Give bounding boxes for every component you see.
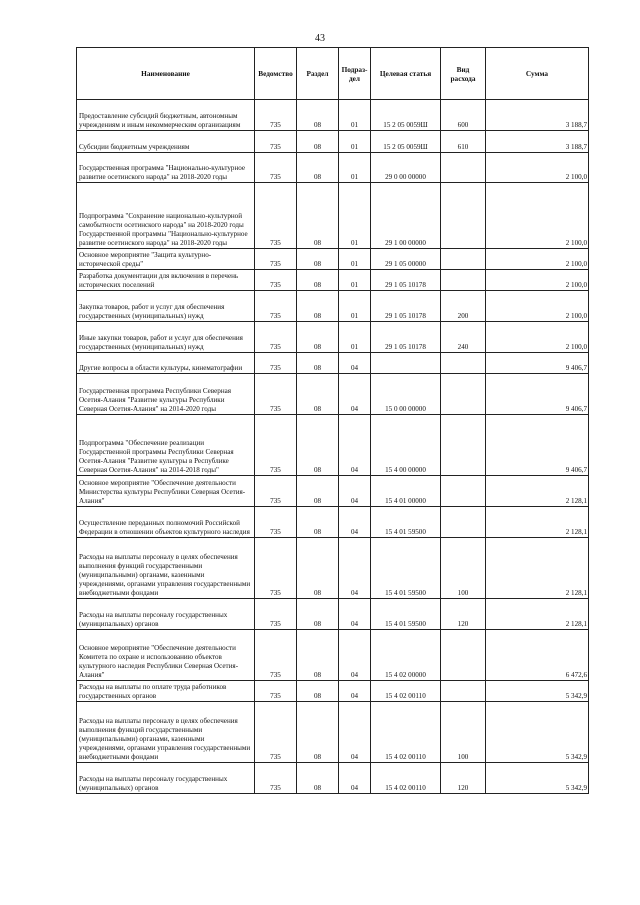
row-razdel: 08 (297, 374, 339, 415)
row-ved: 735 (255, 538, 297, 599)
row-celevaya: 15 4 01 59500 (371, 538, 441, 599)
row-vid: 600 (441, 100, 486, 131)
row-ved: 735 (255, 100, 297, 131)
row-celevaya: 29 1 05 10178 (371, 291, 441, 322)
row-name: Осуществление переданных полномочий Российской Федерации в отношении объектов культурного наследия (77, 507, 255, 538)
row-vid (441, 630, 486, 681)
row-ved: 735 (255, 476, 297, 507)
row-ved: 735 (255, 131, 297, 153)
row-podrazdel: 04 (339, 702, 371, 763)
row-podrazdel: 04 (339, 476, 371, 507)
row-ved: 735 (255, 599, 297, 630)
row-podrazdel: 01 (339, 100, 371, 131)
row-razdel: 08 (297, 153, 339, 183)
row-podrazdel: 04 (339, 415, 371, 476)
row-celevaya: 15 4 02 00110 (371, 763, 441, 794)
row-celevaya: 29 1 05 00000 (371, 249, 441, 270)
row-celevaya: 29 1 00 00000 (371, 183, 441, 249)
row-ved: 735 (255, 183, 297, 249)
table-row (77, 353, 589, 374)
row-summa: 5 342,9 (486, 763, 589, 794)
row-summa: 9 406,7 (486, 374, 589, 415)
table-row (77, 131, 589, 153)
row-summa: 9 406,7 (486, 353, 589, 374)
row-name: Расходы на выплаты по оплате труда работников государственных органов (77, 681, 255, 702)
row-name: Подпрограмма "Обеспечение реализации Государственной программы Республики Северная Осетия-Алания "Развитие культуры в Республике Северная Осетия-Алания" на 2014-2018 годы" (77, 415, 255, 476)
row-celevaya: 15 4 01 59500 (371, 599, 441, 630)
row-podrazdel: 01 (339, 291, 371, 322)
row-celevaya: 15 4 02 00110 (371, 702, 441, 763)
row-razdel: 08 (297, 702, 339, 763)
row-summa: 6 472,6 (486, 630, 589, 681)
row-vid (441, 415, 486, 476)
row-ved: 735 (255, 630, 297, 681)
row-summa: 2 100,0 (486, 183, 589, 249)
row-razdel: 08 (297, 681, 339, 702)
row-celevaya (371, 353, 441, 374)
table-row (77, 681, 589, 702)
row-ved: 735 (255, 153, 297, 183)
row-celevaya: 15 2 05 0059Ш (371, 131, 441, 153)
table-row (77, 630, 589, 681)
row-name: Основное мероприятие "Обеспечение деятельности Комитета по охране и использованию объектов культурного наследия Республики Северная Осетия-Алания" (77, 630, 255, 681)
row-vid (441, 476, 486, 507)
row-vid (441, 183, 486, 249)
row-ved: 735 (255, 702, 297, 763)
row-razdel: 08 (297, 507, 339, 538)
row-summa: 2 128,1 (486, 476, 589, 507)
row-vid (441, 681, 486, 702)
table-row (77, 291, 589, 322)
table-row (77, 763, 589, 794)
row-razdel: 08 (297, 538, 339, 599)
row-razdel: 08 (297, 476, 339, 507)
row-ved: 735 (255, 270, 297, 291)
col-header-podrazdel: Подраз- дел (339, 48, 371, 100)
row-name: Подпрограмма "Сохранение национально-культурной самобытности осетинского народа" на 2018-2020 годы Государственной программы "Национально-культурное развитие осетинского народа" на 2018-2020 годы (77, 183, 255, 249)
table-header (77, 48, 589, 100)
page-number: 43 (315, 33, 325, 44)
row-ved: 735 (255, 249, 297, 270)
row-vid: 200 (441, 291, 486, 322)
row-summa: 2 100,0 (486, 249, 589, 270)
row-celevaya: 15 2 05 0059Ш (371, 100, 441, 131)
row-name: Расходы на выплаты персоналу в целях обеспечения выполнения функций государственными (муниципальными) органами, казенными учреждениями, органами управления государственными внебюджетными фондами (77, 702, 255, 763)
row-celevaya: 15 4 01 00000 (371, 476, 441, 507)
row-celevaya: 29 1 05 10178 (371, 322, 441, 353)
table-row (77, 322, 589, 353)
row-ved: 735 (255, 291, 297, 322)
col-header-vedomstvo: Ведомство (255, 48, 297, 100)
row-razdel: 08 (297, 763, 339, 794)
row-razdel: 08 (297, 353, 339, 374)
table-row (77, 538, 589, 599)
row-ved: 735 (255, 507, 297, 538)
row-podrazdel: 04 (339, 507, 371, 538)
row-razdel: 08 (297, 322, 339, 353)
row-podrazdel: 04 (339, 353, 371, 374)
table-row (77, 374, 589, 415)
row-vid (441, 153, 486, 183)
col-header-summa: Сумма (486, 48, 589, 100)
row-podrazdel: 01 (339, 322, 371, 353)
row-ved: 735 (255, 681, 297, 702)
row-vid: 240 (441, 322, 486, 353)
row-summa: 2 100,0 (486, 270, 589, 291)
row-podrazdel: 01 (339, 249, 371, 270)
row-vid: 100 (441, 538, 486, 599)
row-razdel: 08 (297, 291, 339, 322)
row-vid: 120 (441, 599, 486, 630)
row-name: Расходы на выплаты персоналу в целях обеспечения выполнения функций государственными (муниципальными) органами, казенными учреждениями, органами управления государственными внебюджетными фондами (77, 538, 255, 599)
row-summa: 2 128,1 (486, 507, 589, 538)
row-name: Предоставление субсидий бюджетным, автономным учреждениям и иным некоммерческим организациям (77, 100, 255, 131)
row-celevaya: 15 4 01 59500 (371, 507, 441, 538)
col-header-name: Наименование (77, 48, 255, 100)
row-summa: 2 128,1 (486, 538, 589, 599)
row-vid: 610 (441, 131, 486, 153)
row-razdel: 08 (297, 100, 339, 131)
table-row (77, 507, 589, 538)
table-row (77, 476, 589, 507)
row-celevaya: 29 1 05 10178 (371, 270, 441, 291)
row-razdel: 08 (297, 270, 339, 291)
row-celevaya: 15 4 02 00000 (371, 630, 441, 681)
row-ved: 735 (255, 763, 297, 794)
budget-table (76, 47, 589, 794)
row-summa: 3 188,7 (486, 100, 589, 131)
row-summa: 5 342,9 (486, 702, 589, 763)
row-podrazdel: 04 (339, 630, 371, 681)
row-summa: 2 100,0 (486, 322, 589, 353)
row-vid: 120 (441, 763, 486, 794)
row-ved: 735 (255, 322, 297, 353)
row-celevaya: 15 0 00 00000 (371, 374, 441, 415)
row-razdel: 08 (297, 249, 339, 270)
row-vid (441, 249, 486, 270)
row-podrazdel: 04 (339, 374, 371, 415)
col-header-vid: Вид расхода (441, 48, 486, 100)
row-vid (441, 507, 486, 538)
table-row (77, 599, 589, 630)
row-vid (441, 374, 486, 415)
row-vid (441, 353, 486, 374)
row-vid: 100 (441, 702, 486, 763)
table-row (77, 270, 589, 291)
table-row (77, 153, 589, 183)
row-podrazdel: 01 (339, 183, 371, 249)
row-name: Расходы на выплаты персоналу государственных (муниципальных) органов (77, 763, 255, 794)
table-row (77, 702, 589, 763)
row-summa: 9 406,7 (486, 415, 589, 476)
row-celevaya: 15 4 00 00000 (371, 415, 441, 476)
row-name: Основное мероприятие "Обеспечение деятельности Министерства культуры Республики Северная Осетия-Алания" (77, 476, 255, 507)
row-summa: 2 100,0 (486, 153, 589, 183)
row-name: Расходы на выплаты персоналу государственных (муниципальных) органов (77, 599, 255, 630)
row-podrazdel: 01 (339, 153, 371, 183)
row-name: Государственная программа Республики Северная Осетия-Алания "Развитие культуры Республики Северная Осетия-Алания" на 2014-2020 годы (77, 374, 255, 415)
row-ved: 735 (255, 374, 297, 415)
row-podrazdel: 01 (339, 270, 371, 291)
row-vid (441, 270, 486, 291)
row-podrazdel: 01 (339, 131, 371, 153)
row-razdel: 08 (297, 630, 339, 681)
row-name: Закупка товаров, работ и услуг для обеспечения государственных (муниципальных) нужд (77, 291, 255, 322)
row-razdel: 08 (297, 131, 339, 153)
row-ved: 735 (255, 353, 297, 374)
row-podrazdel: 04 (339, 681, 371, 702)
row-razdel: 08 (297, 183, 339, 249)
row-summa: 3 188,7 (486, 131, 589, 153)
row-celevaya: 15 4 02 00110 (371, 681, 441, 702)
row-podrazdel: 04 (339, 538, 371, 599)
row-razdel: 08 (297, 599, 339, 630)
row-summa: 5 342,9 (486, 681, 589, 702)
row-name: Основное мероприятие "Защита культурно-исторической среды" (77, 249, 255, 270)
row-name: Разработка документации для включения в перечень исторических поселений (77, 270, 255, 291)
table-row (77, 100, 589, 131)
row-podrazdel: 04 (339, 763, 371, 794)
row-name: Иные закупки товаров, работ и услуг для обеспечения государственных (муниципальных) нужд (77, 322, 255, 353)
col-header-celevaya: Целевая статья (371, 48, 441, 100)
row-summa: 2 100,0 (486, 291, 589, 322)
table-row (77, 249, 589, 270)
row-name: Субсидии бюджетным учреждениям (77, 131, 255, 153)
row-podrazdel: 04 (339, 599, 371, 630)
table-row (77, 415, 589, 476)
table-body (77, 100, 589, 794)
row-ved: 735 (255, 415, 297, 476)
row-razdel: 08 (297, 415, 339, 476)
row-name: Другие вопросы в области культуры, кинематографии (77, 353, 255, 374)
table-row (77, 183, 589, 249)
row-celevaya: 29 0 00 00000 (371, 153, 441, 183)
col-header-razdel: Раздел (297, 48, 339, 100)
row-name: Государственная программа "Национально-культурное развитие осетинского народа" на 2018-2020 годы (77, 153, 255, 183)
row-summa: 2 128,1 (486, 599, 589, 630)
